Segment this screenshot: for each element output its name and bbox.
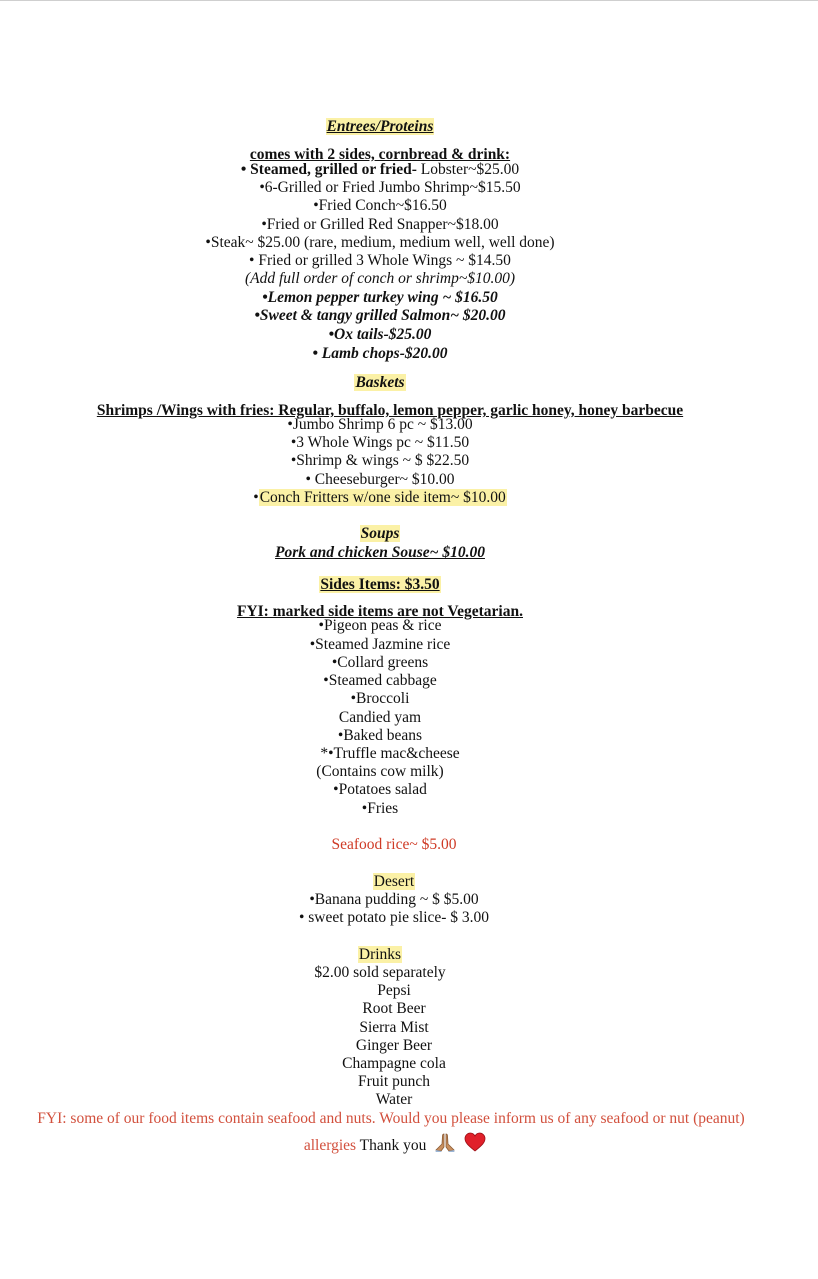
baskets-fritters-line: [0, 489, 760, 507]
sides-title: Sides Items: $3.50: [320, 576, 440, 593]
baskets-heading-line: [0, 374, 760, 392]
drinks-item: Ginger Beer: [355, 1037, 433, 1054]
allergy-note-allergies: allergies: [303, 1137, 357, 1154]
sides-note: FYI: marked side items are not Vegetarian.: [236, 603, 523, 620]
drinks-item: Root Beer: [362, 1000, 426, 1017]
sides-item: •Steamed cabbage: [323, 672, 437, 689]
entrees-subtitle: comes with 2 sides, cornbread & drink:: [249, 146, 511, 163]
allergy-note-text: FYI: some of our food items contain seafood and nuts. Would you please inform us of any seafood or nut (peanut): [37, 1110, 745, 1127]
drinks-item: Sierra Mist: [359, 1019, 429, 1036]
sides-item: •Collard greens: [331, 654, 429, 671]
entrees-item: • Fried or grilled 3 Whole Wings ~ $14.50: [249, 252, 511, 269]
entrees-item: •Fried Conch~$16.50: [313, 197, 447, 214]
drinks-title: Drinks: [358, 946, 402, 963]
entrees-addon-note: (Add full order of conch or shrimp~$10.00): [244, 270, 515, 287]
drinks-heading-line: [0, 946, 760, 964]
entrees-item: •6-Grilled or Fried Jumbo Shrimp~$15.50: [259, 179, 521, 196]
soups-title: Soups: [360, 525, 400, 542]
sides-item: •Steamed Jazmine rice: [309, 636, 451, 653]
entrees-lobster-rest: Lobster~$25.00: [416, 161, 520, 178]
baskets-item: • Cheeseburger~ $10.00: [305, 471, 455, 488]
drinks-item: Pepsi: [377, 982, 411, 999]
baskets-subtitle: Shrimps /Wings with fries: Regular, buffalo, lemon pepper, garlic honey, honey barbecue: [96, 402, 684, 419]
desert-item: • sweet potato pie slice- $ 3.00: [298, 909, 490, 926]
sides-item: (Contains cow milk): [316, 763, 444, 780]
sides-item: •Potatoes salad: [333, 781, 427, 798]
baskets-fritters-bullet: •: [253, 489, 259, 506]
entrees-special: •Ox tails-$25.00: [328, 326, 432, 343]
sides-item: •Baked beans: [337, 727, 423, 744]
drinks-item: Champagne cola: [342, 1055, 446, 1072]
red-heart-icon: [464, 1132, 486, 1161]
sides-item: *•Truffle mac&cheese: [320, 745, 460, 762]
baskets-fritters: Conch Fritters w/one side item~ $10.00: [259, 489, 506, 506]
entrees-special: •Sweet & tangy grilled Salmon~ $20.00: [254, 307, 506, 324]
allergy-note-line2: [0, 1132, 790, 1161]
soups-heading-line: [0, 525, 760, 543]
folded-hands-icon: [434, 1132, 456, 1161]
sides-heading-line: [0, 576, 760, 594]
baskets-item: •Shrimp & wings ~ $ $22.50: [290, 452, 470, 469]
allergy-note-line1: [0, 1106, 786, 1132]
sides-item: •Broccoli: [350, 690, 410, 707]
desert-title: Desert: [373, 873, 415, 890]
desert-item: •Banana pudding ~ $ $5.00: [309, 891, 479, 908]
soups-item: Pork and chicken Souse~ $10.00: [275, 544, 485, 561]
desert-heading-line: [14, 873, 774, 891]
sides-item: •Fries: [361, 800, 399, 817]
drinks-item: Water: [375, 1091, 413, 1108]
baskets-item: •Jumbo Shrimp 6 pc ~ $13.00: [287, 416, 473, 433]
sides-item: Candied yam: [338, 709, 422, 726]
allergy-note-thanks: Thank you: [356, 1137, 427, 1154]
entrees-item: •Fried or Grilled Red Snapper~$18.00: [261, 216, 499, 233]
baskets-title: Baskets: [355, 374, 405, 391]
entrees-special: •Lemon pepper turkey wing ~ $16.50: [262, 289, 498, 306]
sides-item: •Pigeon peas & rice: [318, 617, 442, 634]
entrees-item-lobster: [0, 161, 760, 179]
drinks-item: Fruit punch: [358, 1073, 430, 1090]
entrees-special: • Lamb chops-$20.00: [312, 345, 448, 362]
baskets-item: •3 Whole Wings pc ~ $11.50: [290, 434, 470, 451]
entrees-heading-line: [0, 118, 760, 136]
entrees-title: Entrees/Proteins: [326, 118, 434, 135]
seafood-rice: Seafood rice~ $5.00: [331, 836, 457, 853]
drinks-item: $2.00 sold separately: [314, 964, 446, 981]
top-divider: [0, 0, 818, 1]
entrees-item: •Steak~ $25.00 (rare, medium, medium well, well done): [205, 234, 555, 251]
entrees-lobster-bold: • Steamed, grilled or fried-: [240, 161, 417, 178]
